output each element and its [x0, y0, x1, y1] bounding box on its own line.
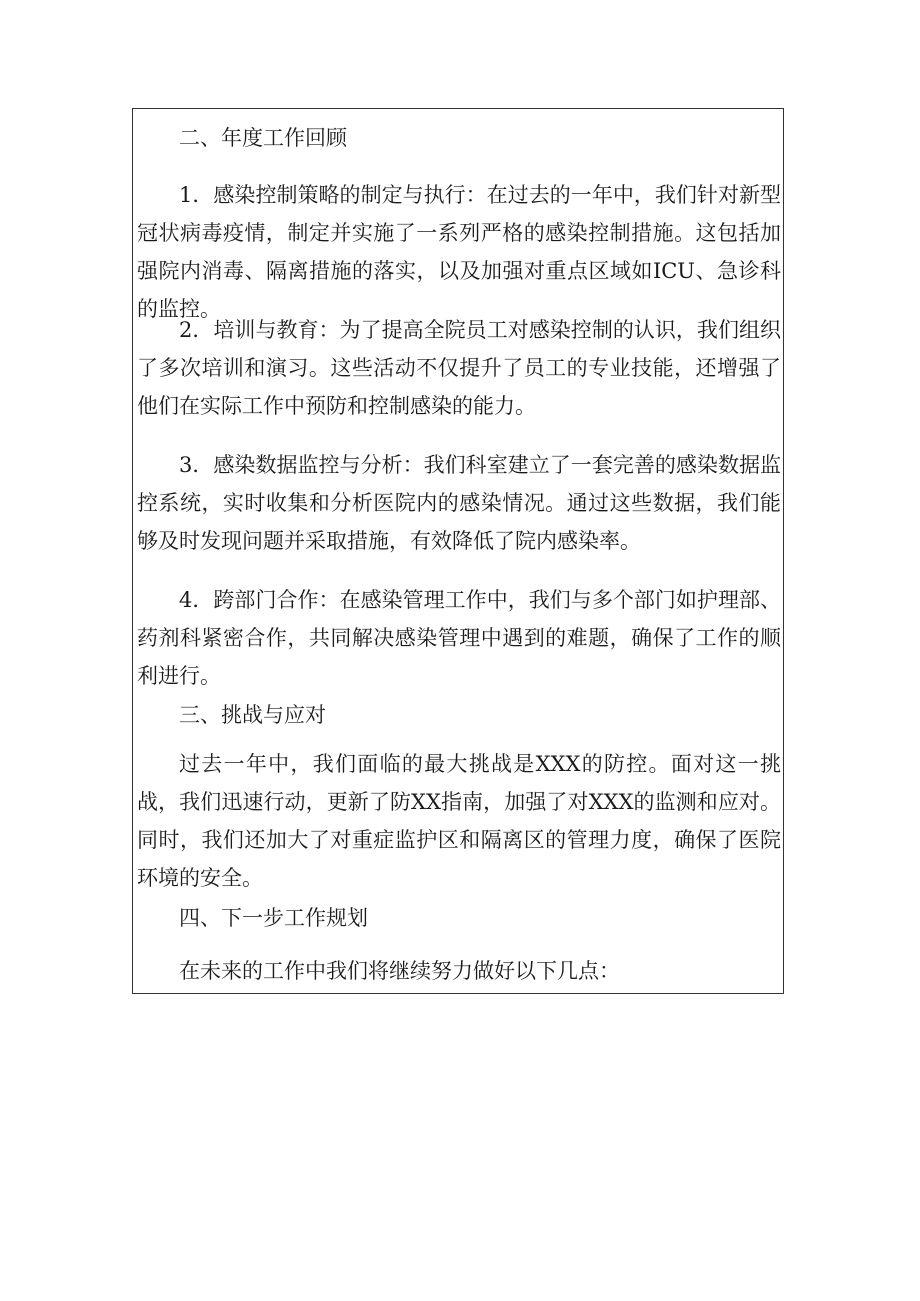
paragraph-plan-intro: 在未来的工作中我们将继续努力做好以下几点：: [179, 959, 620, 983]
paragraph-item-1: 1．感染控制策略的制定与执行：在过去的一年中，我们针对新型冠状病毒疫情，制定并实施了一系列严格的感染控制措施。这包括加强院内消毒、隔离措施的落实，以及加强对重点区域如ICU、急诊科的监控。: [137, 183, 781, 321]
document-frame: [132, 108, 784, 994]
section-2-heading: 二、年度工作回顾: [179, 126, 347, 150]
paragraph-item-3: 3．感染数据监控与分析：我们科室建立了一套完善的感染数据监控系统，实时收集和分析医院内的感染情况。通过这些数据，我们能够及时发现问题并采取措施，有效降低了院内感染率。: [137, 453, 781, 553]
section-4-heading: 四、下一步工作规划: [179, 906, 368, 930]
paragraph-item-2: 2．培训与教育：为了提高全院员工对感染控制的认识，我们组织了多次培训和演习。这些活动不仅提升了员工的专业技能，还增强了他们在实际工作中预防和控制感染的能力。: [137, 318, 781, 418]
section-3-heading: 三、挑战与应对: [179, 703, 326, 727]
paragraph-item-4: 4．跨部门合作：在感染管理工作中，我们与多个部门如护理部、药剂科紧密合作，共同解决感染管理中遇到的难题，确保了工作的顺利进行。: [137, 588, 781, 688]
paragraph-challenge: 过去一年中，我们面临的最大挑战是XXX的防控。面对这一挑战，我们迅速行动，更新了防XX指南，加强了对XXX的监测和应对。同时，我们还加大了对重症监护区和隔离区的管理力度，确保了医院环境的安全。: [137, 752, 781, 890]
